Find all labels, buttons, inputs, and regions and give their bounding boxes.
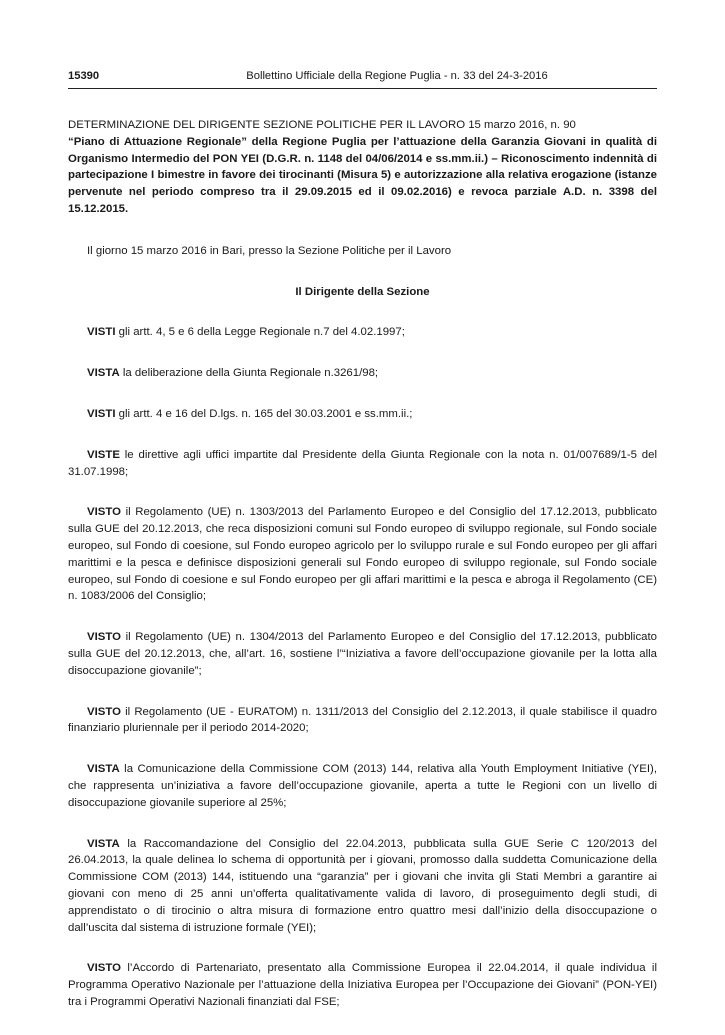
paragraph-text: il Regolamento (UE) n. 1304/2013 del Parlamento Europeo e del Consiglio del 17.12.2013, pubblicato sulla GUE del 20.12.2013, che, all’art. 16, sostiene l’“Iniziativa a favore dell’occupazione giovanile per la lotta alla disoccupazione giovanile”; bbox=[68, 631, 657, 677]
paragraph-lead: VISTO bbox=[87, 631, 121, 644]
paragraph-lead: VISTO bbox=[87, 506, 121, 519]
paragraph-text: il Regolamento (UE - EURATOM) n. 1311/2013 del Consiglio del 2.12.2013, il quale stabilisce il quadro finanziario pluriennale per il periodo 2014-2020; bbox=[68, 705, 657, 735]
paragraph-lead: VISTA bbox=[87, 763, 120, 776]
paragraph-text: le direttive agli uffici impartite dal Presidente della Giunta Regionale con la nota n. 01/007689/1-5 del 31.07.1998; bbox=[68, 448, 657, 478]
paragraph-visto-3 bbox=[68, 704, 657, 738]
paragraph-visti-2 bbox=[68, 406, 657, 423]
paragraph-vista-2 bbox=[68, 761, 657, 811]
paragraph-text: gli artt. 4, 5 e 6 della Legge Regionale n.7 del 4.02.1997; bbox=[115, 326, 405, 339]
page-header bbox=[68, 66, 657, 89]
paragraph-lead: VISTI bbox=[87, 407, 116, 420]
paragraph-visto-4 bbox=[68, 960, 657, 1010]
section-heading: Il Dirigente della Sezione bbox=[295, 285, 430, 298]
paragraph-text: l’Accordo di Partenariato, presentato alla Commissione Europea il 22.04.2014, il quale individua il Programma Operativo Nazionale per l’attuazione della Iniziativa Europea per l’Occupazione dei Giovani” (PON-YEI) tra i Programmi Operativi Nazionali finanziati dal FSE; bbox=[68, 962, 657, 1008]
document-body bbox=[68, 117, 657, 1035]
paragraph-text: la deliberazione della Giunta Regionale n.3261/98; bbox=[119, 367, 379, 380]
paragraph-lead: VISTO bbox=[87, 962, 121, 975]
paragraph-text: la Raccomandazione del Consiglio del 22.04.2013, pubblicata sulla GUE Serie C 120/2013 del 26.04.2013, la quale delinea lo schema di opportunità per i giovani, promosso dalla suddetta Comunicazione della Commissione COM (2013) 144, istituendo una “garanzia” per i giovani che invita gli Stati Membri a garantire ai giovani con meno di 25 anni un’offerta qualitativamente valida di lavoro, di proseguimento degli studi, di apprendistato o di tirocinio o altra misura di formazione entro quattro mesi dall’inizio della disoccupazione o dall’uscita dal sistema di istruzione formale (YEI); bbox=[68, 837, 657, 934]
determination-subject: “Piano di Attuazione Regionale” della Regione Puglia per l’attuazione della Garanzia Giovani in qualità di Organismo Intermedio del PON YEI (D.G.R. n. 1148 del 04/06/2014 e ss.mm.ii.) – Riconoscimento indennità di partecipazione I bimestre in favore dei tirocinanti (Misura 5) e autorizzazione alla relativa erogazione (istanze pervenute nel periodo compreso tra il 29.09.2015 ed il 09.02.2016) e revoca parziale A.D. n. 3398 del 15.12.2015. bbox=[68, 135, 657, 215]
bulletin-title: Bollettino Ufficiale della Regione Puglia - n. 33 del 24-3-2016 bbox=[246, 70, 548, 82]
paragraph-text: il Regolamento (UE) n. 1303/2013 del Parlamento Europeo e del Consiglio del 17.12.2013, pubblicato sulla GUE del 20.12.2013, che reca disposizioni comuni sul Fondo europeo di sviluppo regionale, sul Fondo sociale europeo, sul Fondo di coesione, sul Fondo europeo agricolo per lo sviluppo rurale e sul Fondo europeo per gli affari marittimi e la pesca e definisce disposizioni generali sul Fondo europeo di sviluppo regionale, sul Fondo sociale europeo, sul Fondo di coesione e sul Fondo europeo per gli affari marittimi e la pesca e abroga il Regolamento (CE) n. 1083/2006 del Consiglio; bbox=[68, 506, 657, 603]
paragraph-text: la Comunicazione della Commissione COM (2013) 144, relativa alla Youth Employment Initiative (YEI), che rappresenta un’iniziativa a favore dell’occupazione giovanile, aperta a tutte le Regioni con un livello di disoccupazione giovanile superiore al 25%; bbox=[68, 763, 657, 809]
paragraph-viste bbox=[68, 447, 657, 481]
paragraph-vista-3 bbox=[68, 836, 657, 937]
paragraph-lead: VISTE bbox=[87, 448, 120, 461]
paragraph-visti-1 bbox=[68, 324, 657, 341]
paragraph-lead: VISTO bbox=[87, 705, 121, 718]
page-number: 15390 bbox=[68, 70, 100, 82]
paragraph-visto-2 bbox=[68, 629, 657, 679]
determination-title: DETERMINAZIONE DEL DIRIGENTE SEZIONE POLITICHE PER IL LAVORO 15 marzo 2016, n. 90 bbox=[68, 119, 576, 131]
paragraph-lead: VISTA bbox=[87, 367, 120, 380]
paragraph-lead: VISTI bbox=[87, 326, 116, 339]
paragraph-text: gli artt. 4 e 16 del D.lgs. n. 165 del 30.03.2001 e ss.mm.ii.; bbox=[115, 407, 413, 420]
paragraph-vista-1 bbox=[68, 365, 657, 382]
paragraph-visto-1 bbox=[68, 504, 657, 605]
paragraph-lead: VISTA bbox=[87, 837, 120, 850]
intro-paragraph: Il giorno 15 marzo 2016 in Bari, presso la Sezione Politiche per il Lavoro bbox=[87, 244, 452, 257]
